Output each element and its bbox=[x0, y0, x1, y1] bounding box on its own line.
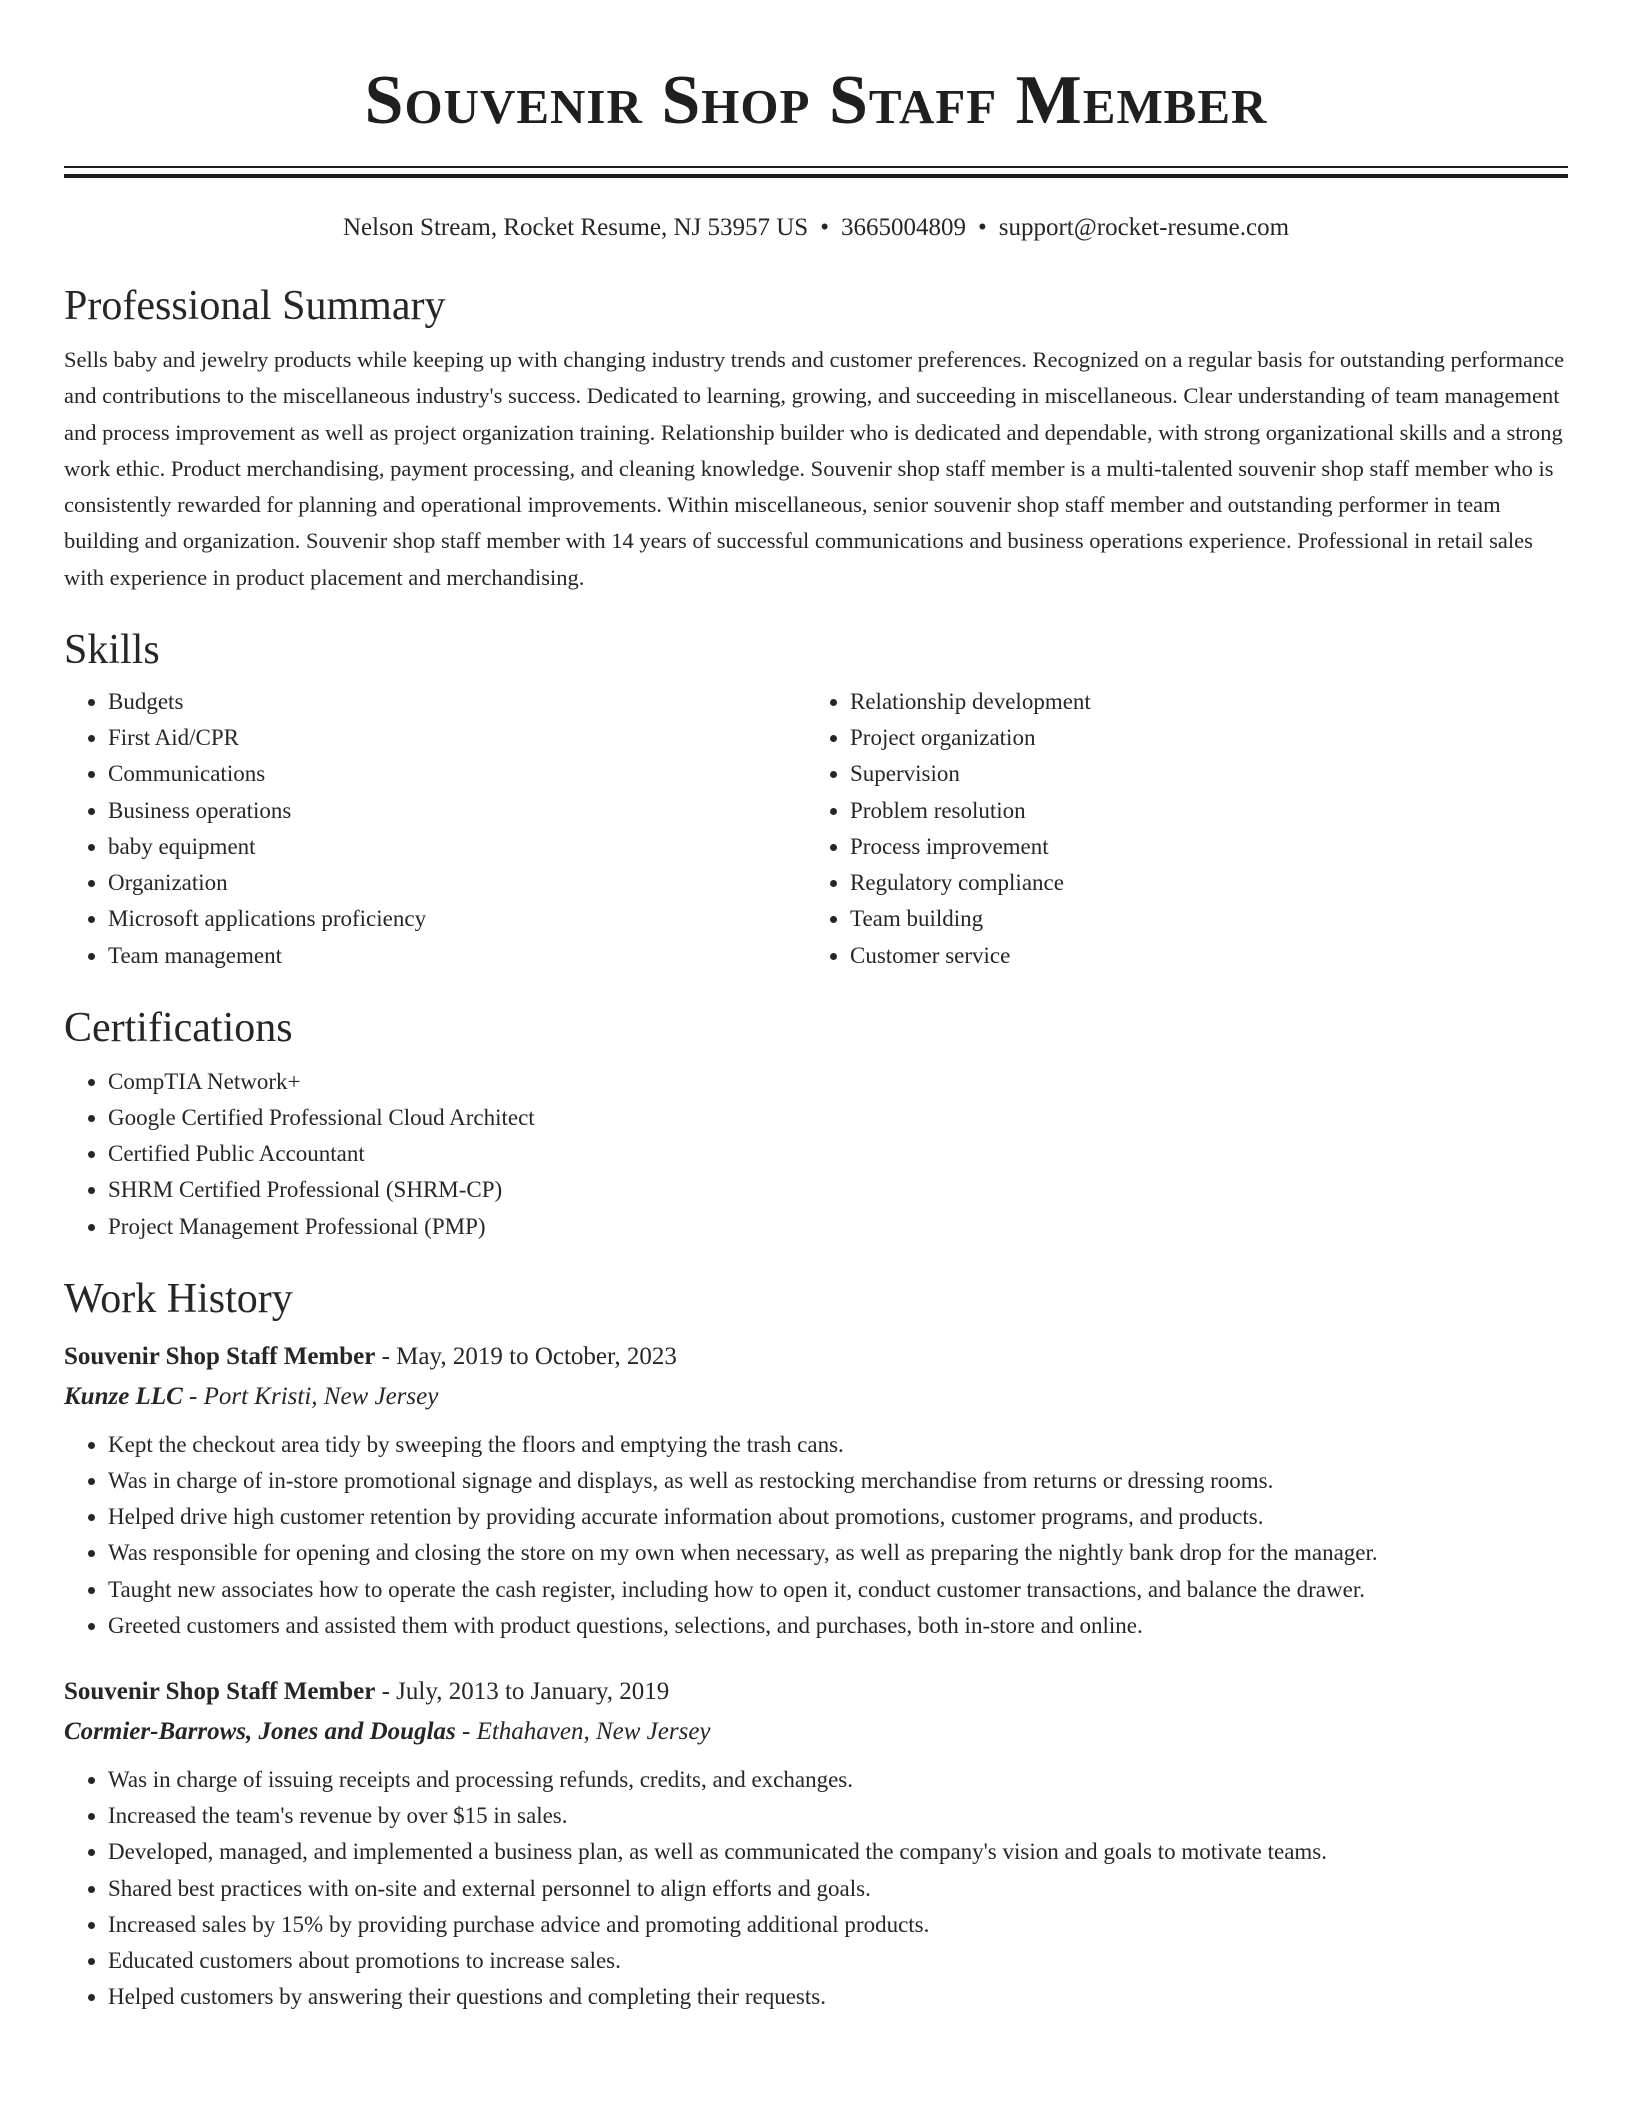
title-divider-thick bbox=[64, 174, 1568, 178]
job-location: - Port Kristi, New Jersey bbox=[182, 1382, 439, 1410]
job-dates: - July, 2013 to January, 2019 bbox=[375, 1677, 670, 1705]
job-entry bbox=[64, 1337, 1568, 1644]
work-history-heading: Work History bbox=[64, 1275, 293, 1322]
job-bullet: • Increased the team's revenue by over $15 in sales. bbox=[108, 1798, 1568, 1834]
job-bullet: • Taught new associates how to operate the cash register, including how to open it, conduct customer transactions, and balance the drawer. bbox=[108, 1572, 1568, 1608]
skill-item: • Microsoft applications proficiency bbox=[108, 901, 806, 937]
skills-list bbox=[64, 684, 1568, 974]
skill-item: • Business operations bbox=[108, 793, 806, 829]
contact-line bbox=[64, 212, 1568, 244]
job-bullet: • Helped customers by answering their questions and completing their requests. bbox=[108, 1979, 1568, 2015]
skill-item: • Team building bbox=[850, 901, 1548, 937]
job-title-line bbox=[64, 1672, 1568, 1712]
certification-item: • Google Certified Professional Cloud Architect bbox=[108, 1100, 1568, 1136]
certification-item: • CompTIA Network+ bbox=[108, 1064, 1568, 1100]
job-entry bbox=[64, 1672, 1568, 2015]
skill-item: • Organization bbox=[108, 865, 806, 901]
certification-item: • SHRM Certified Professional (SHRM-CP) bbox=[108, 1172, 1568, 1208]
skill-item: • Supervision bbox=[850, 756, 1548, 792]
job-bullet: • Increased sales by 15% by providing purchase advice and promoting additional products. bbox=[108, 1907, 1568, 1943]
certifications-list bbox=[64, 1064, 1568, 1245]
job-bullet: • Was responsible for opening and closing the store on my own when necessary, as well as preparing the nightly bank drop for the manager. bbox=[108, 1535, 1568, 1571]
job-bullet: • Was in charge of issuing receipts and processing refunds, credits, and exchanges. bbox=[108, 1762, 1568, 1798]
job-title-line bbox=[64, 1337, 1568, 1377]
job-bullet: • Was in charge of in-store promotional signage and displays, as well as restocking merchandise from returns or dressing rooms. bbox=[108, 1463, 1568, 1499]
skill-item: • Regulatory compliance bbox=[850, 865, 1548, 901]
job-bullet: • Shared best practices with on-site and external personnel to align efforts and goals. bbox=[108, 1871, 1568, 1907]
job-title: Souvenir Shop Staff Member bbox=[64, 1677, 376, 1705]
skill-item: • Customer service bbox=[850, 938, 1548, 974]
job-title: Souvenir Shop Staff Member bbox=[64, 1342, 376, 1370]
job-bullet: • Educated customers about promotions to increase sales. bbox=[108, 1943, 1568, 1979]
job-dates: - May, 2019 to October, 2023 bbox=[375, 1342, 677, 1370]
skill-item: • Budgets bbox=[108, 684, 806, 720]
skills-column-left bbox=[64, 684, 806, 974]
resume-title: Souvenir Shop Staff Member bbox=[364, 62, 1268, 139]
job-bullet: • Greeted customers and assisted them with product questions, selections, and purchases, both in-store and online. bbox=[108, 1608, 1568, 1644]
skill-item: • Process improvement bbox=[850, 829, 1548, 865]
job-bullets bbox=[64, 1427, 1568, 1644]
job-location: - Ethahaven, New Jersey bbox=[455, 1717, 711, 1745]
job-company: Cormier-Barrows, Jones and Douglas bbox=[64, 1717, 456, 1745]
skill-item: • Problem resolution bbox=[850, 793, 1548, 829]
job-bullet: • Helped drive high customer retention by providing accurate information about promotions, customer programs, and products. bbox=[108, 1499, 1568, 1535]
certification-item: • Certified Public Accountant bbox=[108, 1136, 1568, 1172]
certifications-heading: Certifications bbox=[64, 1004, 293, 1051]
job-bullets bbox=[64, 1762, 1568, 2015]
contact-email: support@rocket-resume.com bbox=[998, 214, 1290, 241]
certification-item: • Project Management Professional (PMP) bbox=[108, 1209, 1568, 1245]
contact-separator: • bbox=[820, 214, 829, 241]
job-company-line bbox=[64, 1377, 1568, 1417]
contact-separator: • bbox=[977, 214, 987, 241]
job-bullet: • Kept the checkout area tidy by sweeping the floors and emptying the trash cans. bbox=[108, 1427, 1568, 1463]
job-company: Kunze LLC bbox=[64, 1382, 183, 1410]
skills-heading: Skills bbox=[64, 627, 160, 674]
contact-phone: 3665004809 bbox=[840, 214, 966, 241]
summary-heading: Professional Summary bbox=[64, 283, 446, 329]
job-bullet: • Developed, managed, and implemented a business plan, as well as communicated the company's vision and goals to motivate teams. bbox=[108, 1834, 1568, 1870]
summary-text: Sells baby and jewelry products while keeping up with changing industry trends and customer preferences. Recognized on a regular basis for outstanding performance and contributions to the miscellaneous industry's success. Dedicated to learning, growing, and succeeding in miscellaneous. Clear understanding of team management and process improvement as well as project organization training. Relationship builder who is dedicated and dependable, with strong organizational skills and a strong work ethic. Product merchandising, payment processing, and cleaning knowledge. Souvenir shop staff member is a multi-talented souvenir shop staff member who is consistently rewarded for planning and operational improvements. Within miscellaneous, senior souvenir shop staff member and outstanding performer in team building and organization. Souvenir shop staff member with 14 years of successful communications and business operations experience. Professional in retail sales with experience in product placement and merchandising. bbox=[64, 347, 1565, 590]
skill-item: • Relationship development bbox=[850, 684, 1548, 720]
title-divider-thin bbox=[64, 166, 1568, 168]
job-company-line bbox=[64, 1712, 1568, 1752]
skills-column-right bbox=[806, 684, 1548, 974]
skill-item: • First Aid/CPR bbox=[108, 720, 806, 756]
skill-item: • Team management bbox=[108, 938, 806, 974]
contact-address: Nelson Stream, Rocket Resume, NJ 53957 US bbox=[342, 214, 809, 241]
skill-item: • Project organization bbox=[850, 720, 1548, 756]
skill-item: • Communications bbox=[108, 756, 806, 792]
skill-item: • baby equipment bbox=[108, 829, 806, 865]
